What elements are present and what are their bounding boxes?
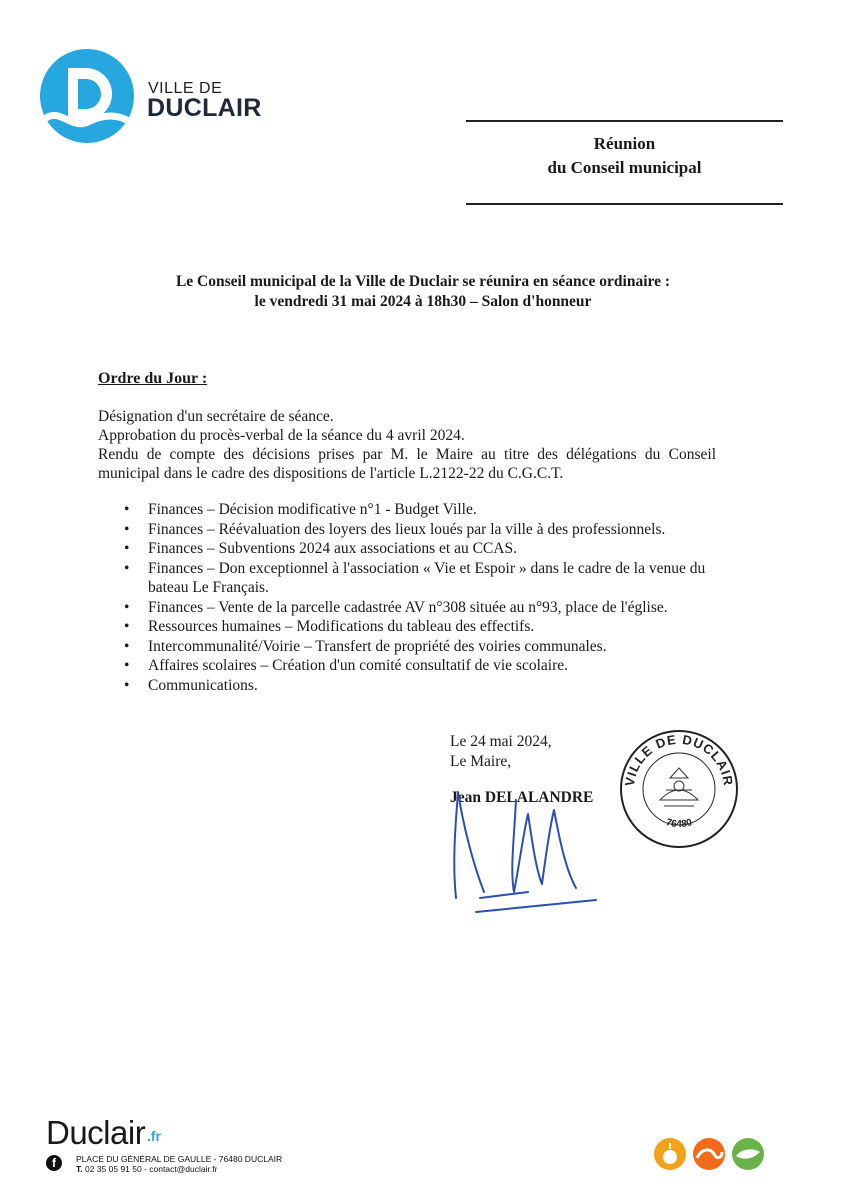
agenda-line: Rendu de compte des décisions prises par M. le Maire au titre des délégations du Conseil municipal dans le cadre des dispositions de l'article L.2122-22 du C.G.C.T. [98,446,716,482]
agenda-item [98,656,718,676]
announcement-line-2: le vendredi 31 mai 2024 à 18h30 – Salon d'honneur [254,293,592,310]
bullet: • [124,559,130,577]
bullet: • [124,520,130,538]
page-title [466,132,783,180]
bullet: • [124,657,130,674]
footer-contact-line [76,1164,282,1174]
agenda-item-text: Communications. [148,676,258,694]
bullet: • [124,676,130,694]
footer-address [76,1154,282,1174]
agenda-item-text: Intercommunalité/Voirie – Transfert de propriété des voiries communales. [148,637,607,655]
agenda-preamble [98,407,716,483]
agenda-item-text: Ressources humaines – Modifications du tableau des effectifs. [148,618,535,635]
title-top-rule [466,120,783,122]
agenda-item-text: Finances – Décision modificative n°1 - Budget Ville. [148,501,477,518]
agenda-item-text: Finances – Subventions 2024 aux associations et au CCAS. [148,540,517,557]
label-badge-icon [652,1136,772,1172]
footer-tld: .fr [147,1128,161,1144]
logo-line-1: VILLE DE [148,80,223,97]
svg-text:76480 [665,817,694,830]
phone-prefix: T. [76,1164,83,1174]
bullet: • [124,618,130,635]
logo-line-2: DUCLAIR [147,94,262,122]
agenda-item [98,559,718,598]
agenda-item [98,637,718,657]
agenda-item [98,539,718,559]
bullet: • [124,598,130,616]
agenda-item-text: Finances – Réévaluation des loyers des lieux loués par la ville à des professionnels. [148,520,666,538]
signature-role: Le Maire, [450,753,512,770]
facebook-icon[interactable]: f [46,1155,62,1171]
agenda-title: Ordre du Jour : [98,370,208,387]
stamp-top-text: VILLE DE DUCLAIR [621,731,737,788]
agenda-item-text: Finances – Vente de la parcelle cadastrée AV n°308 située au n°93, place de l'église. [148,598,668,616]
title-bottom-rule [466,203,783,205]
signature-icon [436,780,606,920]
agenda-item [98,617,718,637]
agenda-item-text: Finances – Don exceptionnel à l'association « Vie et Espoir » dans le cadre de la venue du bateau Le Français. [148,559,706,596]
signature-block [450,732,552,772]
agenda-list [98,500,718,695]
announcement-line-1: Le Conseil municipal de la Ville de Duclair se réunira en séance ordinaire : [175,273,671,290]
agenda-line: Désignation d'un secrétaire de séance. [98,408,334,425]
agenda-item [98,598,718,618]
bullet: • [124,637,130,655]
stamp-bottom-text: 76480 [664,817,694,831]
bullet: • [124,540,130,557]
svg-text:VILLE DE DUCLAIR [622,732,736,787]
agenda-item-text: Affaires scolaires – Création d'un comité consultatif de vie scolaire. [148,657,569,674]
title-line-1: Réunion [593,134,656,153]
stamp-icon [618,728,740,850]
footer-phone: 02 35 05 91 50 - contact@duclair.fr [85,1164,218,1174]
bullet: • [124,501,130,518]
agenda-item [98,500,718,520]
title-line-2: du Conseil municipal [547,158,702,177]
agenda-item [98,676,718,696]
meeting-announcement [60,272,786,312]
signatory-name: Jean DELALANDRE [450,789,594,806]
agenda-line: Approbation du procès-verbal de la séance du 4 avril 2024. [98,427,465,444]
footer-address-line: PLACE DU GÉNÉRAL DE GAULLE - 76480 DUCLAIR [76,1154,283,1164]
footer-brand: Duclair [46,1114,146,1151]
signature-date: Le 24 mai 2024, [450,733,552,750]
agenda-item [98,520,718,540]
